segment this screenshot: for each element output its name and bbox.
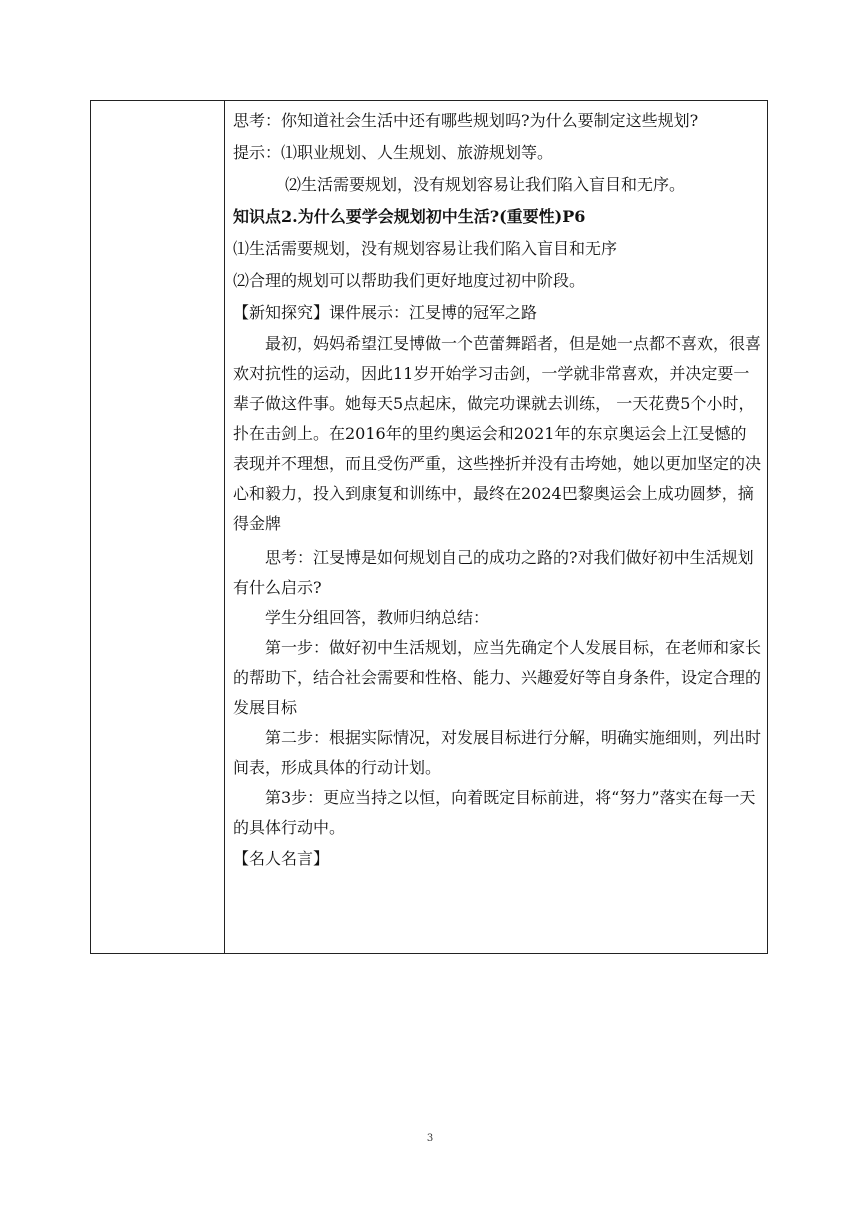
page-number: 3	[426, 1133, 434, 1144]
content-cell	[225, 101, 767, 953]
step-3: 第3步：更应当持之以恒，向着既定目标前进，将“努力”落实在每一天的具体行动中。	[233, 788, 756, 837]
step-1: 第一步：做好初中生活规划，应当先确定个人发展目标，在老师和家长的帮助下，结合社会需要和性格、能力、兴趣爱好等自身条件，设定合理的发展目标	[233, 638, 762, 717]
famous-quotes-heading: 【名人名言】	[233, 849, 330, 868]
importance-point-1: ⑴生活需要规划，没有规划容易让我们陷入盲目和无序	[233, 239, 618, 258]
think-question-2: 思考：江旻博是如何规划自己的成功之路的?对我们做好初中生活规划有什么启示?	[233, 548, 754, 597]
hint-line-1: 提示：⑴职业规划、人生规划、旅游规划等。	[233, 143, 554, 162]
left-column-cell	[91, 101, 225, 953]
think-question-1: 思考：你知道社会生活中还有哪些规划吗?为什么要制定这些规划?	[233, 111, 699, 130]
explore-heading: 【新知探究】课件展示：江旻博的冠军之路	[233, 303, 538, 322]
knowledge-point-2-title: 知识点2.为什么要学会规划初中生活?(重要性)P6	[233, 207, 586, 226]
importance-point-2: ⑵合理的规划可以帮助我们更好地度过初中阶段。	[233, 271, 586, 290]
hint-line-2: ⑵生活需要规划，没有规划容易让我们陷入盲目和无序。	[285, 175, 686, 194]
step-2: 第二步：根据实际情况，对发展目标进行分解，明确实施细则，列出时间表，形成具体的行动计划。	[233, 728, 762, 777]
champion-story: 最初，妈妈希望江旻博做一个芭蕾舞蹈者，但是她一点都不喜欢，很喜欢对抗性的运动，因此11岁开始学习击剑，一学就非常喜欢，并决定要一辈子做这件事。她每天5点起床，做完功课就去训练， 一天花费5个小时，扑在击剑上。在2016年的里约奥运会和2021年的东京奥运会上江旻憾的表现并不理想，而且受伤严重，这些挫折并没有击垮她，她以更加坚定的决心和毅力，投入到康复和训练中，最终在2024巴黎奥运会上成功圆梦，摘得金牌	[233, 334, 762, 533]
group-answer-line: 学生分组回答，教师归纳总结：	[265, 608, 490, 627]
lesson-table	[90, 100, 768, 954]
